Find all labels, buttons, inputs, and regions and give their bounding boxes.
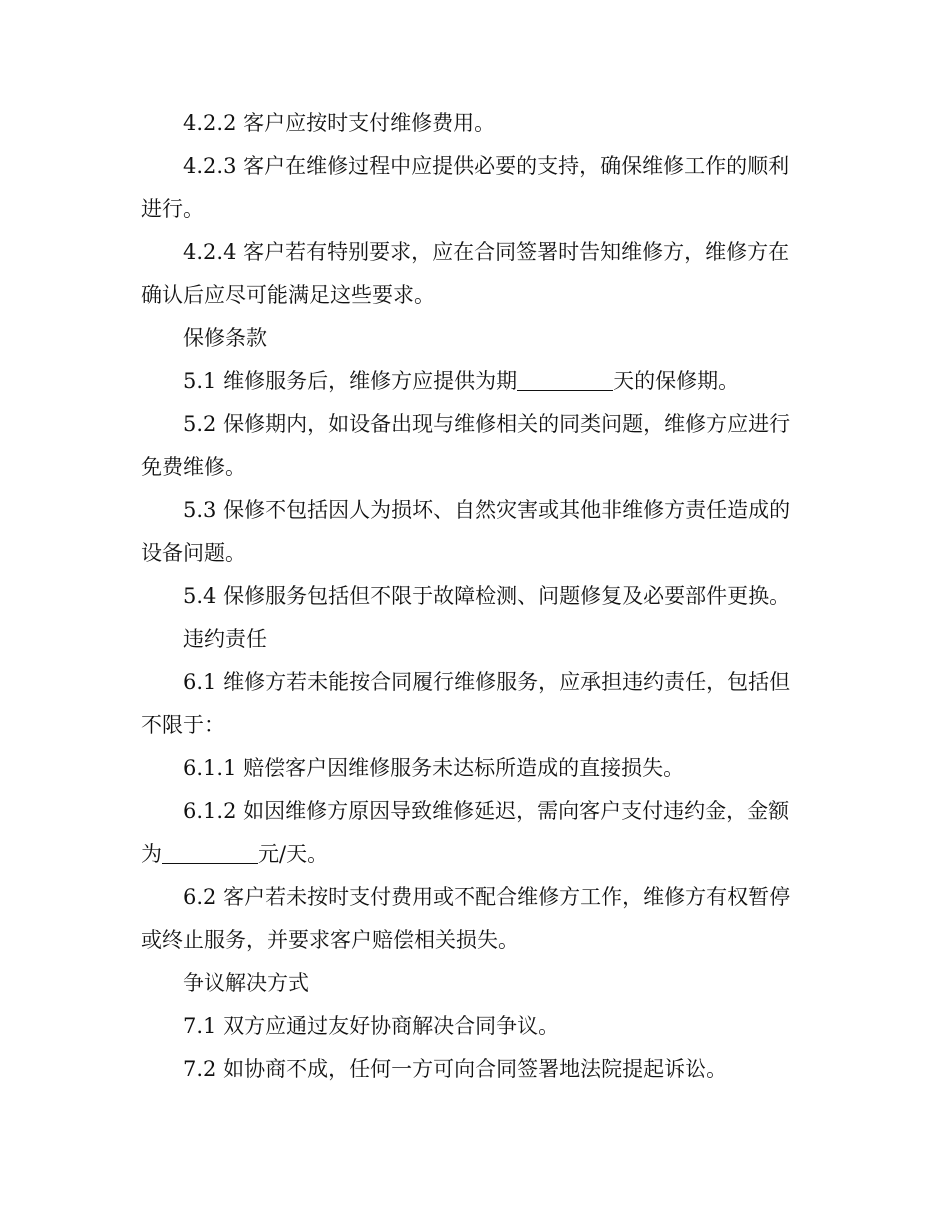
clause-6-1-2-text-after: 元/天。 [258,842,329,866]
document-body [141,102,796,1091]
clause-5-1 [141,360,796,403]
clause-4-2-2: 4.2.2 客户应按时支付维修费用。 [183,111,496,135]
section-heading-breach: 违约责任 [183,627,267,651]
section-heading-warranty: 保修条款 [183,326,267,350]
clause-5-3: 5.3 保修不包括因人为损坏、自然灾害或其他非维修方责任造成的设备问题。 [141,498,791,565]
section-heading-dispute: 争议解决方式 [183,971,309,995]
clause-6-2: 6.2 客户若未按时支付费用或不配合维修方工作，维修方有权暂停或终止服务，并要求客户赔偿相关损失。 [141,885,791,952]
clause-4-2-4: 4.2.4 客户若有特别要求，应在合同签署时告知维修方，维修方在确认后应尽可能满足这些要求。 [141,240,790,307]
clause-6-1-1: 6.1.1 赔偿客户因维修服务未达标所造成的直接损失。 [183,756,685,780]
clause-5-2: 5.2 保修期内，如设备出现与维修相关的同类问题，维修方应进行免费维修。 [141,412,791,479]
clause-5-1-text-after: 天的保修期。 [613,369,740,393]
warranty-days-blank [517,370,613,391]
clause-5-4: 5.4 保修服务包括但不限于故障检测、问题修复及必要部件更换。 [183,584,791,608]
clause-6-1-2 [141,790,796,876]
clause-6-1: 6.1 维修方若未能按合同履行维修服务，应承担违约责任，包括但不限于： [141,670,791,737]
clause-6-1-2-text-before: 6.1.2 如因维修方原因导致维修延迟，需向客户支付违约金，金额为 [141,799,790,866]
penalty-amount-blank [162,843,258,864]
clause-4-2-3: 4.2.3 客户在维修过程中应提供必要的支持，确保维修工作的顺利进行。 [141,154,790,221]
clause-7-2: 7.2 如协商不成，任何一方可向合同签署地法院提起诉讼。 [183,1057,728,1081]
clause-5-1-text-before: 5.1 维修服务后，维修方应提供为期 [183,369,518,393]
clause-7-1: 7.1 双方应通过友好协商解决合同争议。 [183,1014,560,1038]
